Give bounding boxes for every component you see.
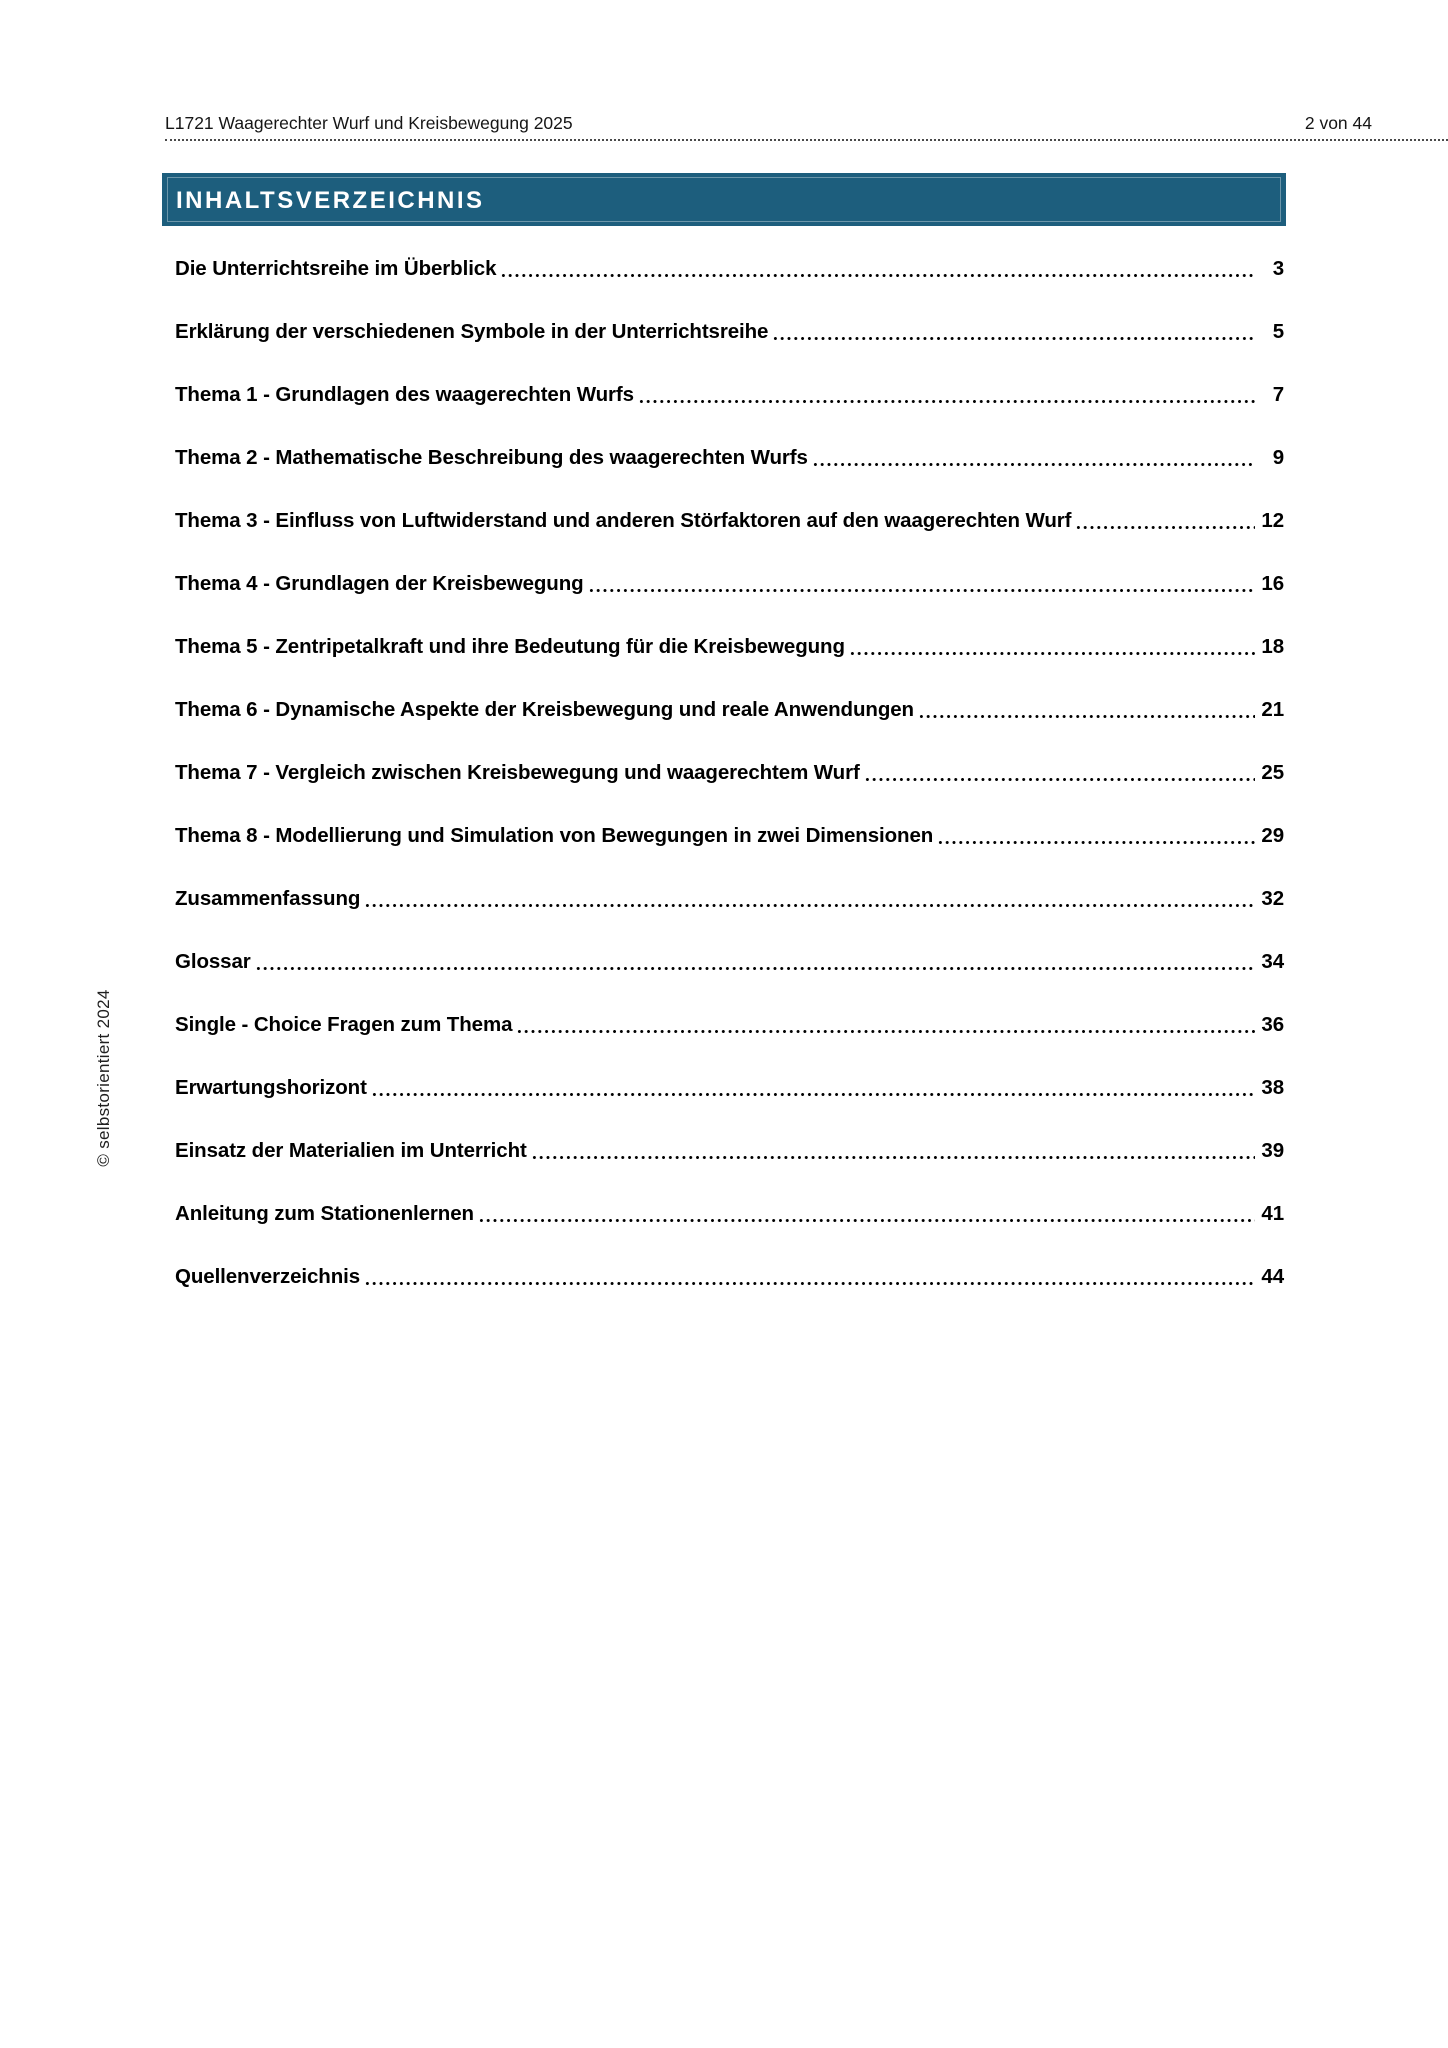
toc-entry-page-number: 41 <box>1261 1202 1284 1225</box>
header-page-indicator: 2 von 44 <box>1304 113 1372 133</box>
toc-entry-page-number: 25 <box>1261 761 1284 784</box>
toc-section-banner <box>162 173 1286 226</box>
toc-banner-title: INHALTSVERZEICHNIS <box>176 186 485 214</box>
toc-dot-leader <box>849 651 1255 656</box>
page-header <box>165 112 1372 134</box>
toc-entry-label: Thema 8 - Modellierung und Simulation von Bewegungen in zwei Dimensionen <box>175 824 934 847</box>
toc-entry-label: Thema 3 - Einfluss von Luftwiderstand und anderen Störfaktoren auf den waagerechten Wurf <box>175 509 1072 532</box>
toc-entry-label: Erwartungshorizont <box>175 1076 367 1099</box>
toc-entry-page-number: 39 <box>1261 1139 1284 1162</box>
toc-entry-page-number: 5 <box>1272 320 1284 343</box>
toc-dot-leader <box>588 588 1255 593</box>
toc-entry[interactable] <box>175 633 1284 661</box>
toc-entry-label: Thema 4 - Grundlagen der Kreisbewegung <box>175 572 584 595</box>
toc-dot-leader <box>371 1092 1255 1097</box>
toc-dot-leader <box>638 399 1255 404</box>
toc-dot-leader <box>364 903 1255 908</box>
toc-entry-page-number: 3 <box>1272 257 1284 280</box>
toc-entry[interactable] <box>175 696 1284 724</box>
toc-entry[interactable] <box>175 1263 1284 1291</box>
toc-entry[interactable] <box>175 1137 1284 1165</box>
toc-entry[interactable] <box>175 255 1284 283</box>
toc-dot-leader <box>812 462 1255 467</box>
toc-entry-page-number: 34 <box>1261 950 1284 973</box>
toc-entry[interactable] <box>175 444 1284 472</box>
toc-dot-leader <box>531 1155 1255 1160</box>
toc-entry-page-number: 9 <box>1272 446 1284 469</box>
toc-entry-page-number: 38 <box>1261 1076 1284 1099</box>
toc-entry-label: Thema 2 - Mathematische Beschreibung des waagerechten Wurfs <box>175 446 808 469</box>
toc-entry-page-number: 18 <box>1261 635 1284 658</box>
header-divider <box>165 139 1448 141</box>
toc-entry-page-number: 12 <box>1261 509 1284 532</box>
toc-dot-leader <box>364 1281 1255 1286</box>
toc-entry-label: Quellenverzeichnis <box>175 1265 361 1288</box>
toc-entry-page-number: 21 <box>1261 698 1284 721</box>
toc-entry[interactable] <box>175 1011 1284 1039</box>
toc-dot-leader <box>255 966 1255 971</box>
toc-dot-leader <box>1075 525 1255 530</box>
toc-entry-page-number: 36 <box>1261 1013 1284 1036</box>
toc-entry-label: Anleitung zum Stationenlernen <box>175 1202 474 1225</box>
toc-entry-label: Thema 7 - Vergleich zwischen Kreisbewegung und waagerechtem Wurf <box>175 761 860 784</box>
toc-entry[interactable] <box>175 381 1284 409</box>
toc-dot-leader <box>500 273 1255 278</box>
toc-entry-page-number: 16 <box>1261 572 1284 595</box>
toc-dot-leader <box>937 840 1255 845</box>
toc-entry[interactable] <box>175 318 1284 346</box>
toc-entry[interactable] <box>175 759 1284 787</box>
toc-entry-label: Einsatz der Materialien im Unterricht <box>175 1139 527 1162</box>
toc-entry-label: Glossar <box>175 950 251 973</box>
toc-list <box>175 255 1284 1291</box>
toc-entry-label: Thema 6 - Dynamische Aspekte der Kreisbewegung und reale Anwendungen <box>175 698 914 721</box>
toc-dot-leader <box>918 714 1255 719</box>
toc-entry-label: Thema 1 - Grundlagen des waagerechten Wurfs <box>175 383 634 406</box>
toc-entry-label: Erklärung der verschiedenen Symbole in der Unterrichtsreihe <box>175 320 769 343</box>
toc-dot-leader <box>478 1218 1255 1223</box>
toc-entry[interactable] <box>175 507 1284 535</box>
side-copyright-text: © selbstorientiert 2024 <box>94 989 113 1167</box>
header-document-title: L1721 Waagerechter Wurf und Kreisbewegung 2025 <box>165 113 573 133</box>
toc-entry[interactable] <box>175 885 1284 913</box>
toc-entry[interactable] <box>175 948 1284 976</box>
toc-entry[interactable] <box>175 1200 1284 1228</box>
toc-entry-page-number: 44 <box>1261 1265 1284 1288</box>
toc-dot-leader <box>516 1029 1255 1034</box>
toc-dot-leader <box>772 336 1255 341</box>
toc-entry-page-number: 32 <box>1261 887 1284 910</box>
toc-entry[interactable] <box>175 822 1284 850</box>
toc-entry[interactable] <box>175 570 1284 598</box>
toc-entry-page-number: 7 <box>1272 383 1284 406</box>
toc-entry[interactable] <box>175 1074 1284 1102</box>
toc-entry-page-number: 29 <box>1261 824 1284 847</box>
toc-entry-label: Zusammenfassung <box>175 887 361 910</box>
toc-entry-label: Thema 5 - Zentripetalkraft und ihre Bedeutung für die Kreisbewegung <box>175 635 845 658</box>
toc-dot-leader <box>864 777 1255 782</box>
toc-entry-label: Die Unterrichtsreihe im Überblick <box>175 257 497 280</box>
toc-entry-label: Single - Choice Fragen zum Thema <box>175 1013 513 1036</box>
